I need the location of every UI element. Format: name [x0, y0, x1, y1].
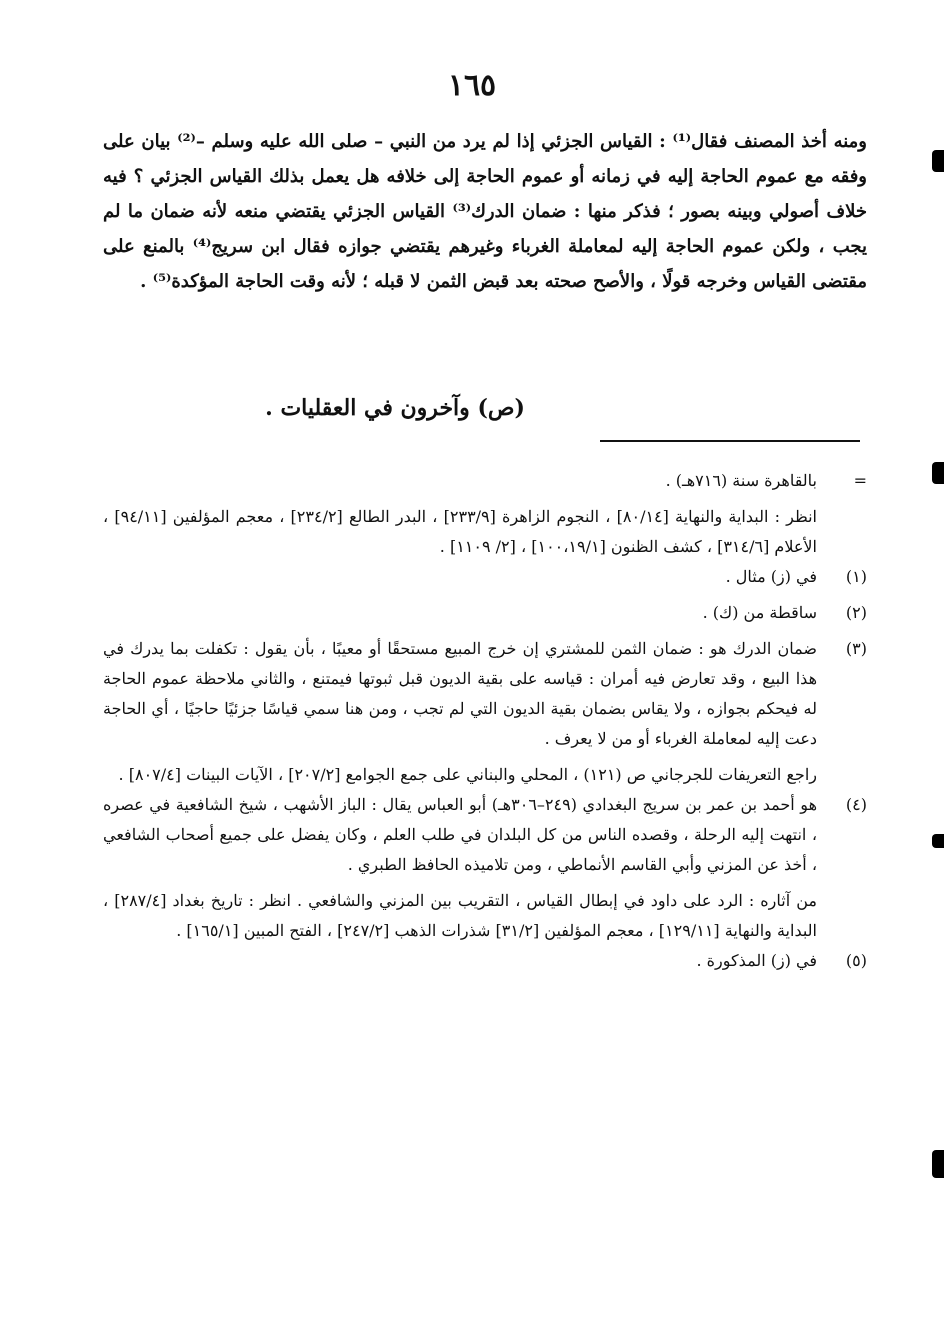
- footnote-1: [103, 562, 867, 592]
- footnote-marker: (٣): [845, 639, 867, 658]
- scan-edge-mark: [932, 150, 944, 172]
- footnote-text: ضمان الدرك هو : ضمان الثمن للمشتري إن خرج المبيع مستحقًا أو معيبًا ، بأن يقول : تكفلت بما يدرك في هذا البيع ، وقد تعارض فيه أمران : قياسه على بقية الديون قبل ثبوتها فيمتنع ، والثاني ملاحظة عموم الحاجة له فيحكم بجوازه ، ولا يقاس بضمان بقية الديون التي لم تجب ، ومن هنا سمي قياسًا جزئيًا حاجيًا ، أي الحاجة دعت إليه لمعاملة الغرباء أو من لا يعرف .: [103, 639, 818, 748]
- footnote-text: هو أحمد بن عمر بن سريج البغدادي (٢٤٩–٣٠٦هـ) أبو العباس يقال : الباز الأشهب ، شيخ الشافعية في عصره ، انتهت إليه الرحلة ، وقصده الناس من كل البلدان في طلب العلم ، وكان يفضل على جميع أصحاب الشافعي ، أخذ عن المزني وأبي القاسم الأنماطي ، ومن تلاميذه الحافظ الطبري .: [103, 795, 818, 874]
- footnote-marker: (٤): [845, 795, 867, 814]
- main-paragraph: ومنه أخذ المصنف فقال⁽¹⁾ : القياس الجزئي إذا لم يرد من النبي – صلى الله عليه وسلم –⁽²⁾ بيان على وفقه مع عموم الحاجة إليه في زمانه أو عموم الحاجة إلى خلافه هل يعمل بذلك القياس الجزئي ؟ فيه خلاف أصولي وبينه بصور ؛ فذكر منها : ضمان الدرك⁽³⁾ القياس الجزئي يقتضي منعه لأنه ضمان ما لم يجب ، ولكن عموم الحاجة إليه لمعاملة الغرباء وغيرهم يقتضي جوازه فقال ابن سريج⁽⁴⁾ بالمنع على مقتضى القياس وخرجه قولًا ، والأصح صحته بعد قبض الثمن لا قبله ؛ لأنه وقت الحاجة المؤكدة⁽⁵⁾ .: [103, 131, 867, 292]
- footnote-text: في (ز) مثال .: [725, 567, 817, 586]
- scan-edge-mark: [932, 462, 944, 484]
- scan-edge-mark: [932, 1150, 944, 1178]
- footnote-text: بالقاهرة سنة (٧١٦هـ) .: [665, 471, 817, 490]
- footnote-continuation: [103, 466, 867, 496]
- footnote-references: انظر : البداية والنهاية [٨٠/١٤] ، النجوم الزاهرة [٢٣٣/٩] ، البدر الطالع [٢٣٤/٢] ، معجم المؤلفين [٩٤/١١] ، الأعلام [٣١٤/٦] ، كشف الظنون [١٠٠،١٩/١] ، [٢/ ١١٠٩] .: [103, 507, 817, 556]
- footnote-references: راجع التعريفات للجرجاني ص (١٢١) ، المحلي والبناني على جمع الجوامع [٢٠٧/٢] ، الآيات البينات [٨٠٧/٤] .: [118, 765, 817, 784]
- footnote-text: ساقطة من (ك) .: [702, 603, 817, 622]
- footnote-2: [103, 598, 867, 628]
- footnote-references: من آثاره : الرد على داود في إبطال القياس ، التقريب بين المزني والشافعي . انظر : تاريخ بغداد [٢٨٧/٤] ، البداية والنهاية [١٢٩/١١] ، معجم المؤلفين [٣١/٢] شذرات الذهب [٢٤٧/٢] ، الفتح المبين [١٦٥/١] .: [103, 891, 817, 940]
- footnote-3: [103, 634, 867, 754]
- footnote-text: في (ز) المذكورة .: [696, 951, 817, 970]
- footnote-4: [103, 790, 867, 880]
- page-number: ١٦٥: [447, 68, 497, 103]
- main-text: [103, 124, 867, 299]
- footnote-marker: (٢): [845, 603, 867, 622]
- footnote-marker: (٥): [845, 951, 867, 970]
- footnote-separator: [600, 440, 860, 442]
- footnote-marker: (١): [845, 567, 867, 586]
- continuation-mark: =: [853, 471, 867, 490]
- section-heading: (ص) وآخرون في العقليات .: [265, 395, 525, 421]
- footnotes: [103, 466, 867, 976]
- footnote-5: [103, 946, 867, 976]
- scan-edge-mark: [932, 834, 944, 848]
